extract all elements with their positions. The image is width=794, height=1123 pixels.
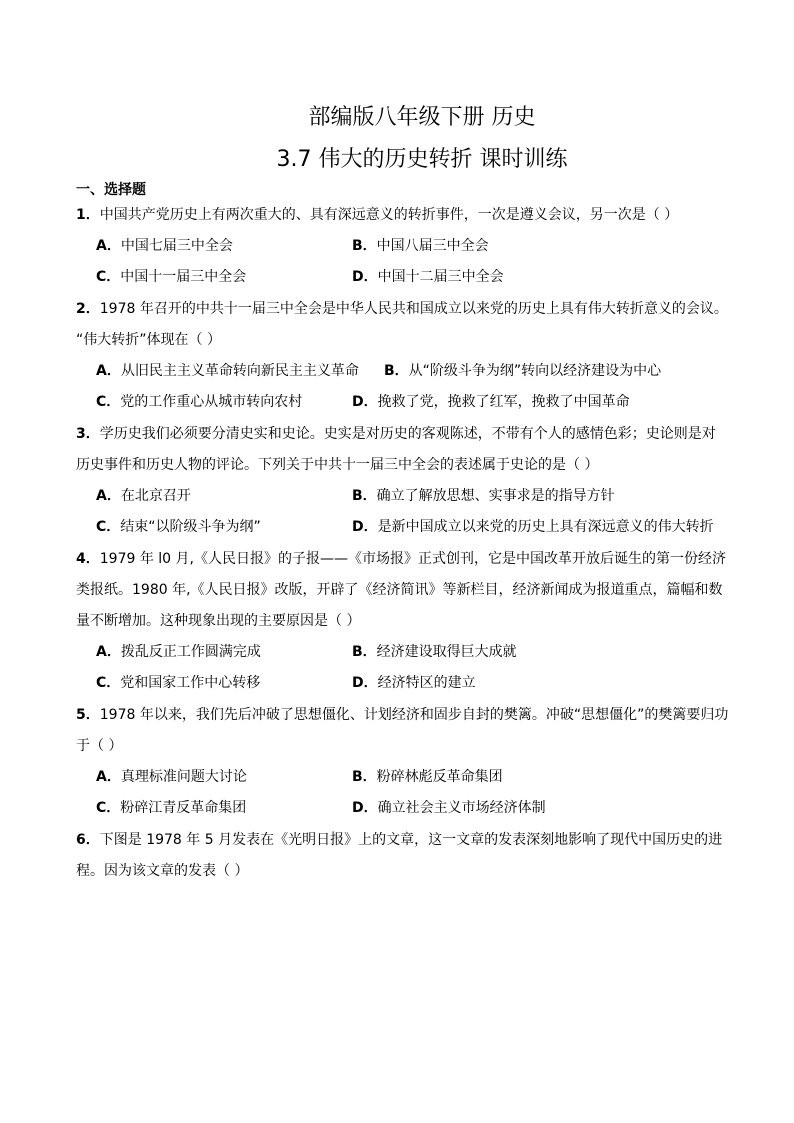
option-letter: D． (352, 675, 378, 691)
option-letter: D． (352, 394, 378, 410)
option-c[interactable] (96, 668, 260, 699)
option-a[interactable] (96, 356, 359, 387)
question-text: 下图是 1978 年 5 月发表在《光明日报》上的文章，这一文章的发表深刻地影响了现代中国历史的进 (99, 832, 723, 848)
question-text: 1978 年召开的中共十一届三中全会是中华人民共和国成立以来党的历史上具有伟大转折意义的会议。 (99, 301, 728, 317)
document-subtitle: 3.7 伟大的历史转折 课时训练 (276, 147, 568, 172)
option-d[interactable] (352, 668, 476, 699)
option-text: 中国七届三中全会 (120, 238, 233, 254)
option-text: 党的工作重心从城市转向农村 (120, 394, 303, 410)
option-text: 从旧民主主义革命转向新民主主义革命 (120, 363, 359, 379)
question-6 (76, 825, 723, 887)
option-letter: B． (384, 363, 409, 379)
option-letter: A． (96, 769, 121, 785)
question-text: 类报纸。1980 年,《人民日报》改版，开辟了《经济简讯》等新栏目，经济新闻成为报道重点，篇幅和数 (76, 582, 723, 598)
option-d[interactable] (352, 793, 546, 824)
option-a[interactable] (96, 637, 261, 668)
option-c[interactable] (96, 512, 261, 543)
option-c[interactable] (96, 793, 246, 824)
option-letter: C． (96, 800, 121, 816)
option-letter: D． (352, 269, 378, 285)
option-a[interactable] (96, 231, 233, 262)
option-text: 在北京召开 (120, 488, 191, 504)
option-text: 从“阶级斗争为纲”转向以经济建设为中心 (408, 363, 662, 379)
option-letter: A． (96, 238, 121, 254)
option-text: 确立社会主义市场经济体制 (377, 800, 546, 816)
option-letter: B． (352, 644, 377, 660)
option-letter: D． (352, 519, 378, 535)
question-text: 1978 年以来，我们先后冲破了思想僵化、计划经济和固步自封的樊篱。冲破“思想僵化”的樊篱要归功 (99, 707, 729, 723)
option-letter: C． (96, 394, 121, 410)
option-c[interactable] (96, 262, 246, 293)
option-letter: A． (96, 488, 121, 504)
question-1 (76, 200, 716, 231)
option-text: 拨乱反正工作圆满完成 (120, 644, 261, 660)
question-3-options (96, 481, 736, 543)
question-number: 6． (76, 832, 100, 848)
option-d[interactable] (352, 512, 714, 543)
question-text: 学历史我们必须要分清史实和史论。史实是对历史的客观陈述，不带有个人的感情色彩；史论则是对 (99, 426, 716, 442)
option-text: 真理标准问题大讨论 (120, 769, 247, 785)
option-c[interactable] (96, 387, 302, 418)
option-text: 中国八届三中全会 (376, 238, 489, 254)
option-b[interactable] (384, 356, 661, 387)
option-letter: C． (96, 269, 121, 285)
option-letter: D． (352, 800, 378, 816)
question-number: 2． (76, 301, 100, 317)
section-heading: 一、选择题 (76, 182, 146, 198)
option-text: 经济建设取得巨大成就 (376, 644, 517, 660)
option-text: 中国十一届三中全会 (120, 269, 247, 285)
question-text: 程。因为该文章的发表（ ） (76, 863, 249, 879)
option-a[interactable] (96, 481, 191, 512)
question-2-options (96, 356, 736, 418)
option-b[interactable] (352, 637, 517, 668)
question-number: 1． (76, 207, 100, 223)
option-letter: B． (352, 488, 377, 504)
option-b[interactable] (352, 762, 503, 793)
option-b[interactable] (352, 231, 489, 262)
option-text: 确立了解放思想、实事求是的指导方针 (376, 488, 615, 504)
question-number: 5． (76, 707, 100, 723)
option-letter: A． (96, 363, 121, 379)
question-1-options (96, 231, 736, 293)
question-text: 于（ ） (76, 738, 123, 754)
option-text: 党和国家工作中心转移 (120, 675, 261, 691)
option-d[interactable] (352, 262, 504, 293)
option-text: 粉碎林彪反革命集团 (376, 769, 503, 785)
question-number: 4． (76, 551, 100, 567)
question-2 (76, 294, 728, 356)
option-letter: B． (352, 769, 377, 785)
option-text: 经济特区的建立 (377, 675, 476, 691)
option-a[interactable] (96, 762, 247, 793)
question-3 (76, 419, 716, 481)
question-4-options (96, 637, 736, 699)
question-text: 中国共产党历史上有两次重大的、具有深远意义的转折事件，一次是遵义会议，另一次是（ ） (99, 207, 679, 223)
question-number: 3． (76, 426, 100, 442)
option-letter: A． (96, 644, 121, 660)
option-text: 中国十二届三中全会 (377, 269, 504, 285)
question-5 (76, 700, 729, 762)
question-text: 量不断增加。这种现象出现的主要原因是（ ） (76, 613, 361, 629)
option-letter: C． (96, 519, 121, 535)
question-text: 1979 年 l0 月,《人民日报》的子报——《市场报》正式创刊，它是中国改革开放后诞生的第一份经济 (99, 551, 726, 567)
option-letter: B． (352, 238, 377, 254)
question-text: “伟大转折”体现在（ ） (76, 332, 221, 348)
option-text: 挽救了党，挽救了红军，挽救了中国革命 (377, 394, 630, 410)
option-text: 结束“以阶级斗争为纲” (120, 519, 261, 535)
option-text: 是新中国成立以来党的历史上具有深远意义的伟大转折 (377, 519, 714, 535)
option-letter: C． (96, 675, 121, 691)
option-d[interactable] (352, 387, 630, 418)
option-text: 粉碎江青反革命集团 (120, 800, 247, 816)
question-text: 历史事件和历史人物的评论。下列关于中共十一届三中全会的表述属于史论的是（ ） (76, 457, 599, 473)
option-b[interactable] (352, 481, 615, 512)
document-title: 部编版八年级下册 历史 (308, 105, 536, 130)
question-4 (76, 544, 726, 637)
question-5-options (96, 762, 736, 824)
